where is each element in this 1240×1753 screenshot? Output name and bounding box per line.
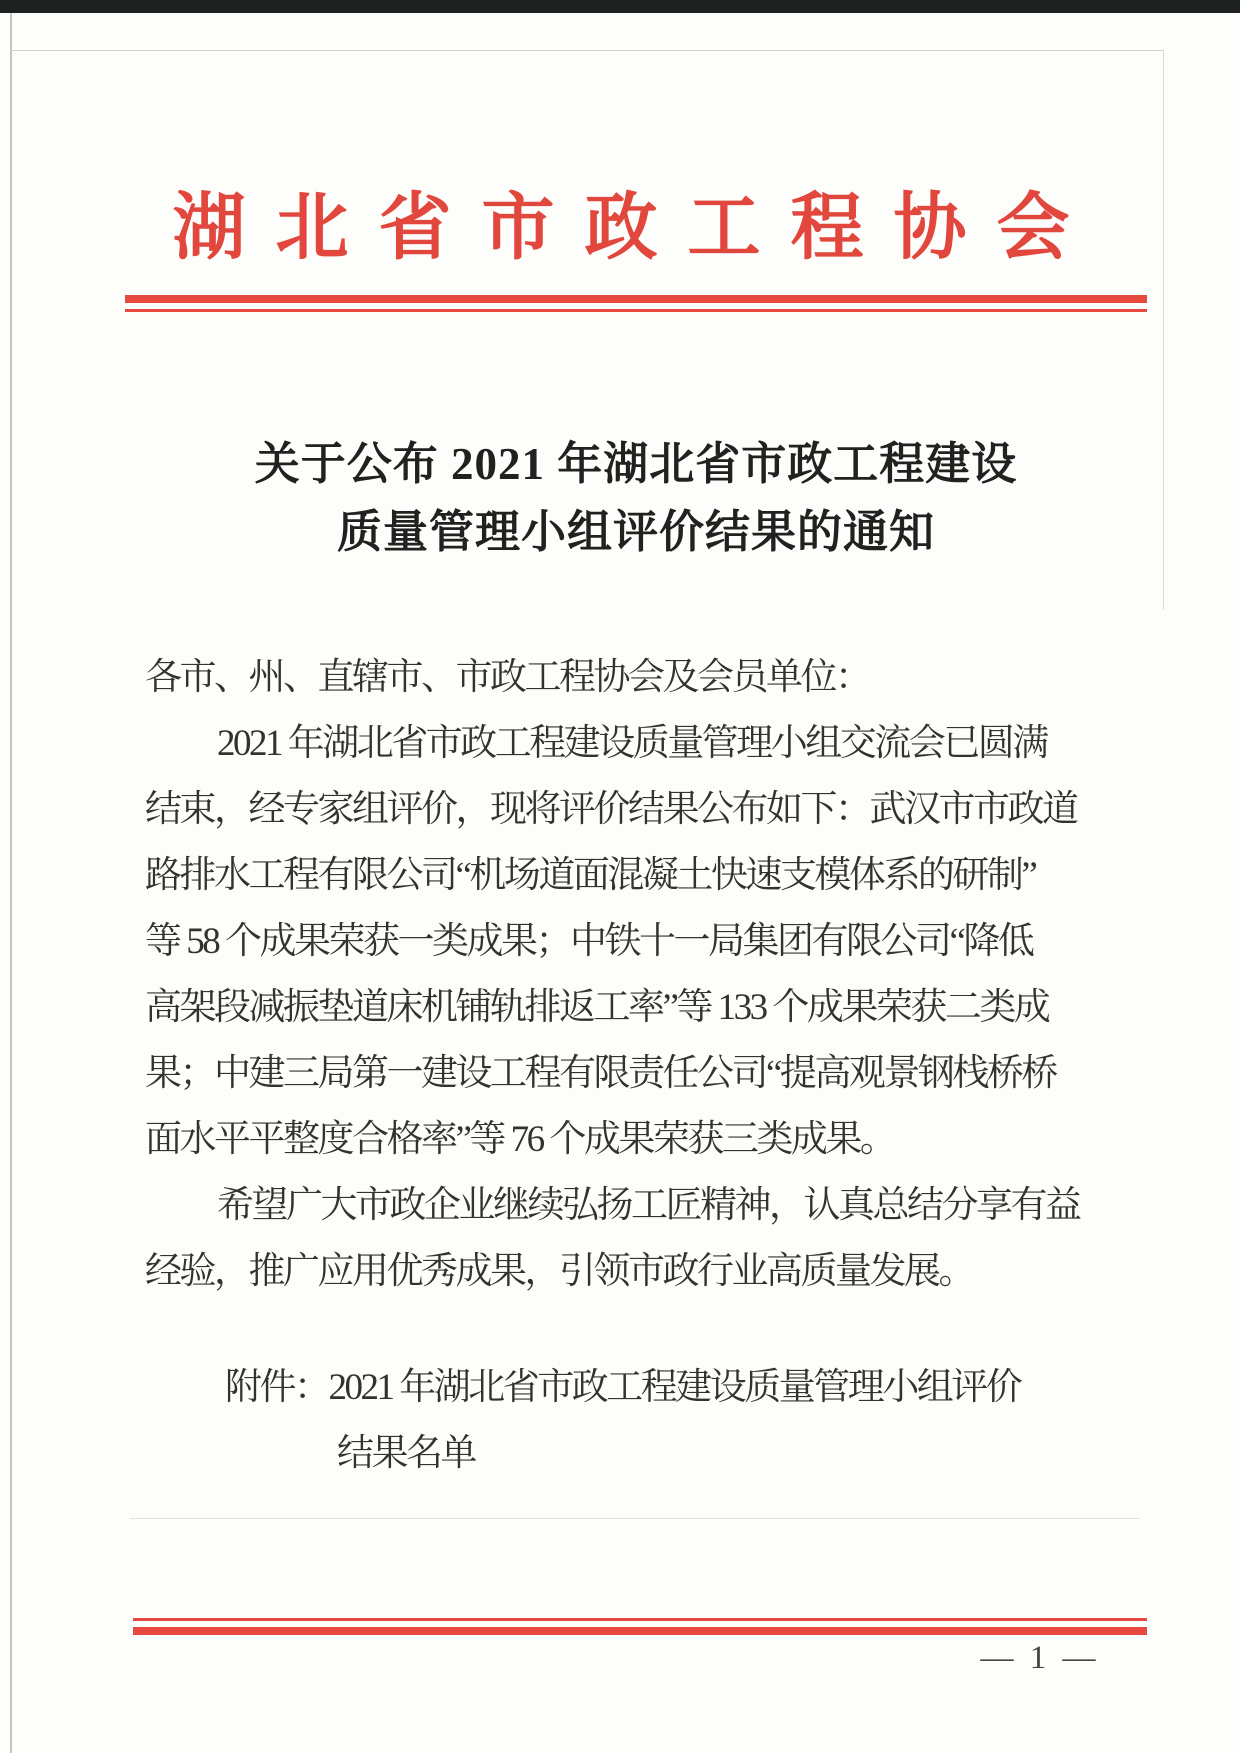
attachment-line-2: 结果名单 xyxy=(337,1433,475,1474)
paragraph2-line-1: 希望广大市政企业继续弘扬工匠精神，认真总结分享有益 xyxy=(217,1185,1080,1226)
page-number: — 1 — xyxy=(980,1640,1100,1676)
paragraph1-line-2: 结束，经专家组评价，现将评价结果公布如下：武汉市市政道 xyxy=(145,789,1077,830)
letterhead-rule-thin xyxy=(125,309,1147,312)
paragraph1-line-1: 2021 年湖北省市政工程建设质量管理小组交流会已圆满 xyxy=(217,723,1047,764)
attachment-line-1: 附件：2021 年湖北省市政工程建设质量管理小组评价 xyxy=(225,1367,1021,1408)
paragraph1-line-3: 路排水工程有限公司“机场道面混凝土快速支模体系的研制” xyxy=(145,855,1036,896)
document-title xyxy=(125,430,1147,566)
letterhead-org-name: 湖北省市政工程协会 xyxy=(172,187,1100,268)
document-body xyxy=(145,645,1090,1305)
document-title-line-2: 质量管理小组评价结果的通知 xyxy=(336,507,935,557)
page-edge-left xyxy=(10,13,12,1753)
paragraph1-line-4: 等 58 个成果荣获一类成果；中铁十一局集团有限公司“降低 xyxy=(145,921,1033,962)
scan-fold-artifact xyxy=(130,1518,1140,1519)
paragraph1-line-7: 面水平平整度合格率”等 76 个成果荣获三类成果。 xyxy=(145,1119,895,1160)
document-title-line-1: 关于公布 2021 年湖北省市政工程建设 xyxy=(254,439,1018,489)
paragraph1-line-5: 高架段减振垫道床机铺轨排返工率”等 133 个成果荣获二类成 xyxy=(145,987,1049,1028)
footer-rule-thin xyxy=(133,1618,1147,1621)
page-edge-top xyxy=(10,50,1163,51)
scanner-edge-bar xyxy=(0,0,1240,13)
salutation-line: 各市、州、直辖市、市政工程协会及会员单位： xyxy=(145,657,870,698)
footer-rule-thick xyxy=(133,1627,1147,1635)
paragraph1-line-6: 果；中建三局第一建设工程有限责任公司“提高观景钢栈桥桥 xyxy=(145,1053,1056,1094)
attachment-note xyxy=(145,1355,1090,1487)
page-edge-right xyxy=(1163,50,1164,610)
paragraph2-line-2: 经验，推广应用优秀成果，引领市政行业高质量发展。 xyxy=(145,1251,973,1292)
letterhead-rule-thick xyxy=(125,295,1147,303)
